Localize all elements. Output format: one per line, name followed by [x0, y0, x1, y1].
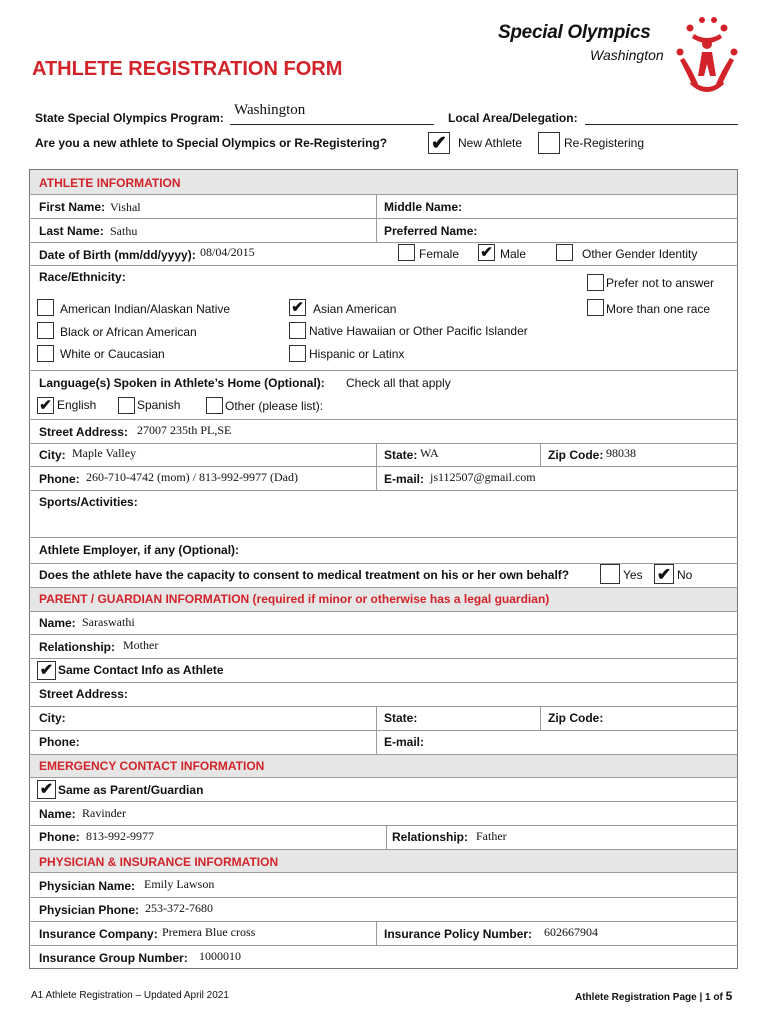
- local-area-field[interactable]: [585, 110, 738, 125]
- physician-phone-label: Physician Phone:: [39, 903, 140, 917]
- black-checkbox[interactable]: [37, 322, 54, 339]
- special-olympics-logo: [480, 14, 745, 104]
- same-as-guardian-label: Same as Parent/Guardian: [58, 783, 204, 797]
- consent-no-label: No: [677, 568, 693, 582]
- more-than-one-checkbox[interactable]: [587, 299, 604, 316]
- male-label: Male: [500, 247, 527, 261]
- insurance-company-label: Insurance Company:: [39, 927, 158, 941]
- insurance-group-label: Insurance Group Number:: [39, 951, 188, 965]
- last-name-label: Last Name:: [39, 224, 104, 238]
- language-hint: Check all that apply: [346, 376, 451, 390]
- dob-value[interactable]: 08/04/2015: [200, 245, 255, 259]
- physician-name-value[interactable]: Emily Lawson: [144, 877, 215, 891]
- program-field[interactable]: [230, 102, 434, 125]
- white-checkbox[interactable]: [37, 345, 54, 362]
- new-athlete-question: Are you a new athlete to Special Olympics or Re-Registering?: [35, 136, 388, 150]
- guardian-relationship-label: Relationship:: [39, 640, 116, 654]
- zip-label: Zip Code:: [548, 448, 604, 462]
- logo-line2: Washington: [590, 47, 664, 63]
- consent-yes-checkbox[interactable]: [600, 564, 620, 584]
- english-checkbox[interactable]: ✔: [37, 397, 54, 414]
- other-gender-label: Other Gender Identity: [582, 247, 698, 261]
- phone-value[interactable]: 260-710-4742 (mom) / 813-992-9977 (Dad): [86, 470, 298, 484]
- last-name-value[interactable]: Sathu: [110, 224, 138, 238]
- footer-page-text: Athlete Registration Page | 1 of: [575, 992, 723, 1003]
- consent-question: Does the athlete have the capacity to consent to medical treatment on his or her own behalf?: [39, 568, 570, 582]
- employer-label: Athlete Employer, if any (Optional):: [39, 543, 240, 557]
- guardian-section-title: PARENT / GUARDIAN INFORMATION (required if minor or otherwise has a legal guardian): [39, 592, 550, 606]
- footer-version: A1 Athlete Registration – Updated April 2021: [31, 990, 229, 1001]
- street-label: Street Address:: [39, 425, 128, 439]
- athlete-section-title: ATHLETE INFORMATION: [39, 176, 181, 190]
- language-label: Language(s) Spoken in Athlete’s Home (Optional):: [39, 376, 325, 390]
- email-value[interactable]: js112507@gmail.com: [430, 470, 536, 484]
- email-label: E-mail:: [384, 472, 425, 486]
- dob-label: Date of Birth (mm/dd/yyyy):: [39, 248, 196, 262]
- native-hawaiian-checkbox[interactable]: [289, 322, 306, 339]
- english-label: English: [57, 398, 97, 412]
- guardian-phone-label: Phone:: [39, 735, 80, 749]
- guardian-name-label: Name:: [39, 616, 76, 630]
- consent-yes-label: Yes: [623, 568, 643, 582]
- first-name-label: First Name:: [39, 200, 106, 214]
- state-label: State:: [384, 448, 418, 462]
- guardian-street-label: Street Address:: [39, 687, 128, 701]
- guardian-state-label: State:: [384, 711, 418, 725]
- hispanic-checkbox[interactable]: [289, 345, 306, 362]
- emergency-phone-label: Phone:: [39, 830, 80, 844]
- guardian-city-label: City:: [39, 711, 66, 725]
- footer-page-total: 5: [725, 989, 733, 1003]
- first-name-value[interactable]: Vishal: [110, 200, 141, 214]
- city-value[interactable]: Maple Valley: [72, 446, 137, 460]
- asian-checkbox[interactable]: ✔: [289, 299, 306, 316]
- re-registering-checkbox[interactable]: [538, 132, 560, 154]
- emergency-name-value[interactable]: Ravinder: [82, 806, 126, 820]
- asian-label: Asian American: [313, 302, 397, 316]
- other-gender-checkbox[interactable]: [556, 244, 573, 261]
- state-value[interactable]: WA: [420, 446, 439, 460]
- form-title: ATHLETE REGISTRATION FORM: [32, 58, 343, 80]
- white-label: White or Caucasian: [60, 347, 165, 361]
- zip-value[interactable]: 98038: [606, 446, 636, 460]
- insurance-policy-value[interactable]: 602667904: [544, 925, 598, 939]
- same-contact-checkbox[interactable]: ✔: [37, 661, 56, 680]
- prefer-not-checkbox[interactable]: [587, 274, 604, 291]
- footer-page: [575, 989, 732, 1003]
- guardian-zip-label: Zip Code:: [548, 711, 604, 725]
- american-indian-label: American Indian/Alaskan Native: [60, 302, 231, 316]
- spanish-checkbox[interactable]: [118, 397, 135, 414]
- more-than-one-label: More than one race: [606, 302, 711, 316]
- athlete-figures-icon: [672, 14, 742, 104]
- phone-label: Phone:: [39, 472, 80, 486]
- american-indian-checkbox[interactable]: [37, 299, 54, 316]
- physician-name-label: Physician Name:: [39, 879, 136, 893]
- same-contact-label: Same Contact Info as Athlete: [58, 663, 224, 677]
- logo-line1: Special Olympics: [498, 22, 651, 43]
- program-label: State Special Olympics Program:: [35, 111, 224, 125]
- local-area-label: Local Area/Delegation:: [448, 111, 578, 125]
- emergency-relationship-value[interactable]: Father: [476, 829, 507, 843]
- guardian-relationship-value[interactable]: Mother: [123, 638, 159, 652]
- emergency-name-label: Name:: [39, 807, 76, 821]
- other-language-checkbox[interactable]: [206, 397, 223, 414]
- middle-name-label: Middle Name:: [384, 200, 463, 214]
- insurance-policy-label: Insurance Policy Number:: [384, 927, 533, 941]
- insurance-company-value[interactable]: Premera Blue cross: [162, 925, 256, 939]
- prefer-not-label: Prefer not to answer: [606, 276, 715, 290]
- physician-phone-value[interactable]: 253-372-7680: [145, 901, 213, 915]
- spanish-label: Spanish: [137, 398, 181, 412]
- hispanic-label: Hispanic or Latinx: [309, 347, 405, 361]
- re-registering-label: Re-Registering: [564, 136, 645, 150]
- guardian-name-value[interactable]: Saraswathi: [82, 615, 135, 629]
- guardian-email-label: E-mail:: [384, 735, 425, 749]
- black-label: Black or African American: [60, 325, 197, 339]
- race-label: Race/Ethnicity:: [39, 270, 126, 284]
- city-label: City:: [39, 448, 66, 462]
- other-language-label: Other (please list):: [225, 399, 324, 413]
- emergency-relationship-label: Relationship:: [392, 830, 469, 844]
- male-checkbox[interactable]: ✔: [478, 244, 495, 261]
- female-label: Female: [419, 247, 460, 261]
- female-checkbox[interactable]: [398, 244, 415, 261]
- new-athlete-checkbox[interactable]: ✔: [428, 132, 450, 154]
- preferred-name-label: Preferred Name:: [384, 224, 478, 238]
- same-as-guardian-checkbox[interactable]: ✔: [37, 780, 56, 799]
- insurance-group-value[interactable]: 1000010: [199, 949, 241, 963]
- consent-no-checkbox[interactable]: ✔: [654, 564, 674, 584]
- physician-section-title: PHYSICIAN & INSURANCE INFORMATION: [39, 855, 279, 869]
- sports-label: Sports/Activities:: [39, 495, 138, 509]
- native-hawaiian-label: Native Hawaiian or Other Pacific Islander: [309, 324, 528, 338]
- emergency-phone-value[interactable]: 813-992-9977: [86, 829, 154, 843]
- street-value[interactable]: 27007 235th PL,SE: [137, 423, 232, 437]
- emergency-section-title: EMERGENCY CONTACT INFORMATION: [39, 759, 265, 773]
- program-value: Washington: [234, 102, 306, 118]
- new-athlete-label: New Athlete: [458, 136, 523, 150]
